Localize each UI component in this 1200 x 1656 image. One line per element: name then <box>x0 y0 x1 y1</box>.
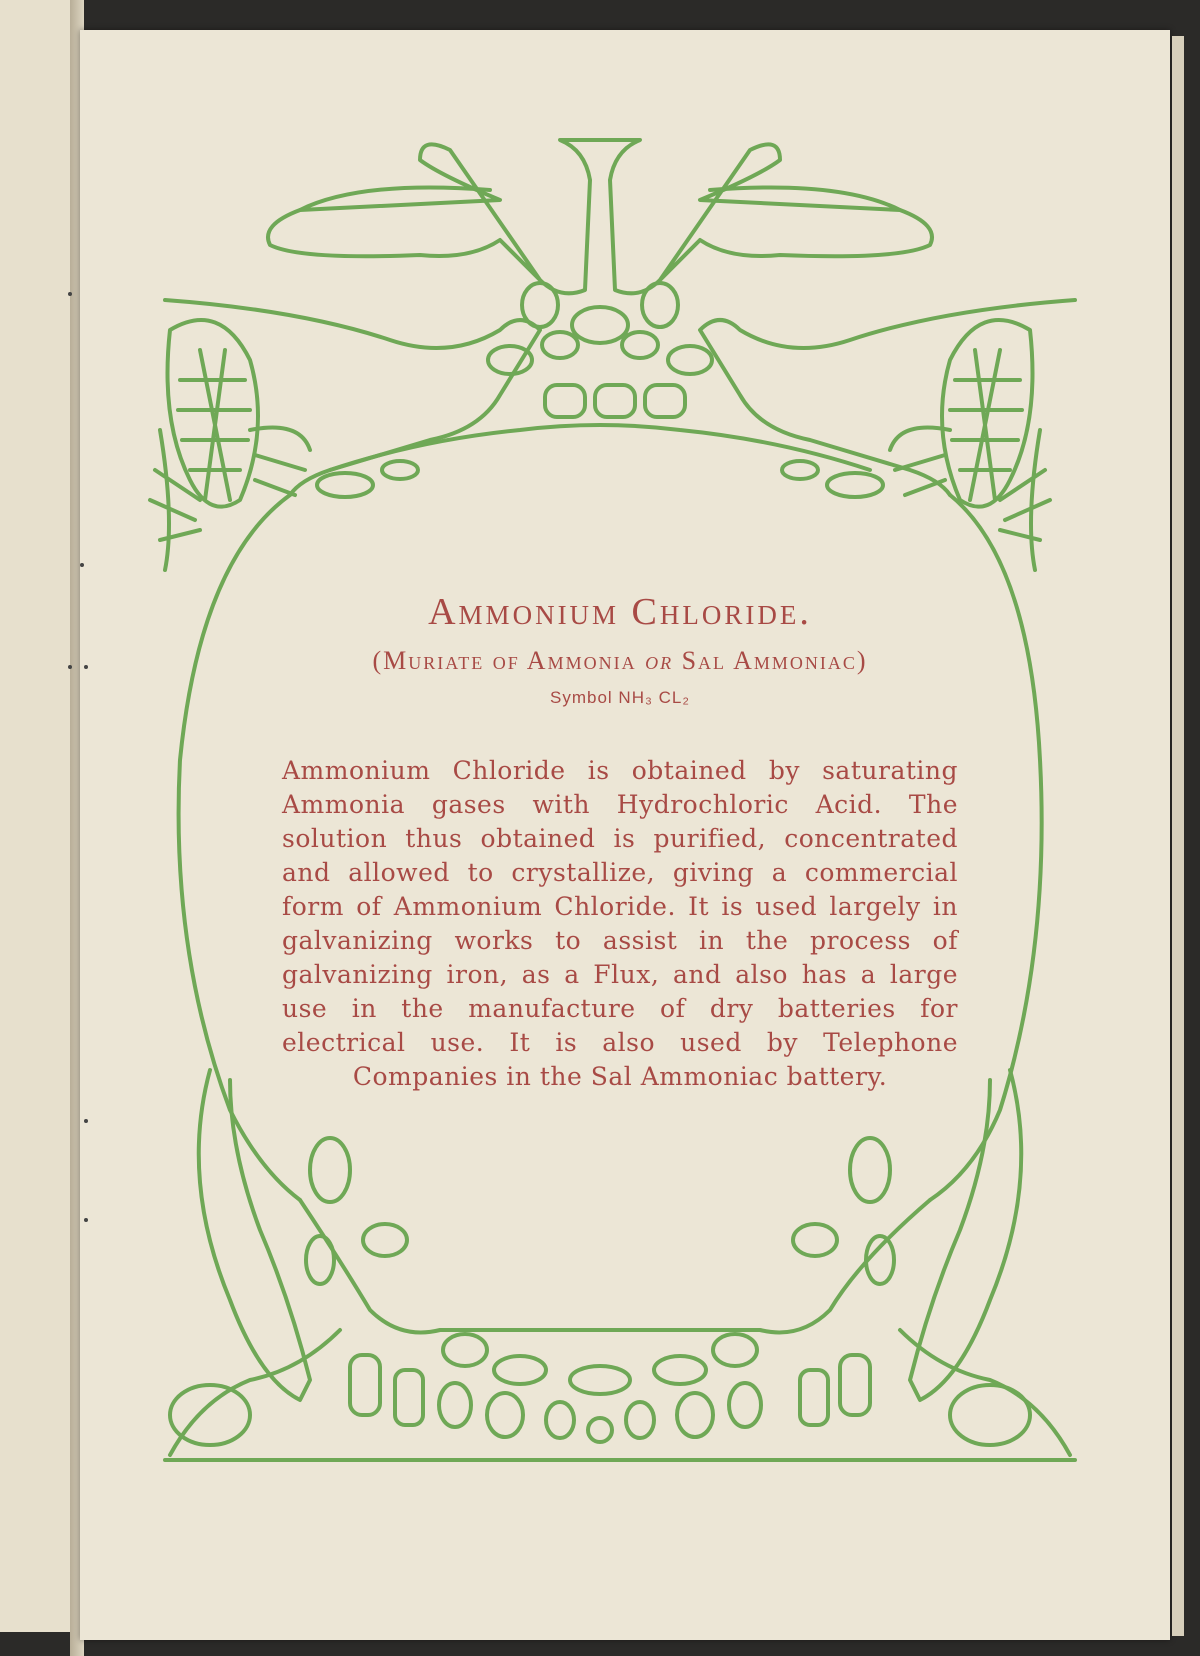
bottom-band <box>170 1330 340 1455</box>
body-paragraph: Ammonium Chloride is obtained by saturating Ammonia gases with Hydrochloric Acid. The solution thus obtained is purified, concentrated and allowed to crystallize, giving a commercial form of Ammonium Chloride. It is used largely in galvanizing works to assist in the process of galvanizing iron, as a Flux, and also has a large use in the manufacture of dry batteries for electrical use. It is also used by Telephone Companies in the Sal Ammoniac battery. <box>282 756 958 1091</box>
top-crest-ornament <box>268 140 600 293</box>
chemical-symbol: Symbol NH₃ CL₂ <box>550 688 690 707</box>
subtitle-part1: (Muriate of Ammonia <box>372 646 646 675</box>
bottom-band <box>900 1330 1070 1455</box>
upper-band <box>700 300 1075 495</box>
subtitle-or: or <box>645 646 674 675</box>
bottom-band <box>300 1200 930 1333</box>
top-crest-ornament <box>600 140 932 293</box>
left-pine-cone <box>150 320 310 570</box>
subtitle-part2: Sal Ammoniac) <box>673 646 868 675</box>
left-plume <box>199 1070 310 1400</box>
page-title: Ammonium Chloride. <box>428 591 812 633</box>
text-block <box>270 590 970 1094</box>
subtitle <box>270 646 970 676</box>
right-pine-cone <box>890 320 1050 570</box>
